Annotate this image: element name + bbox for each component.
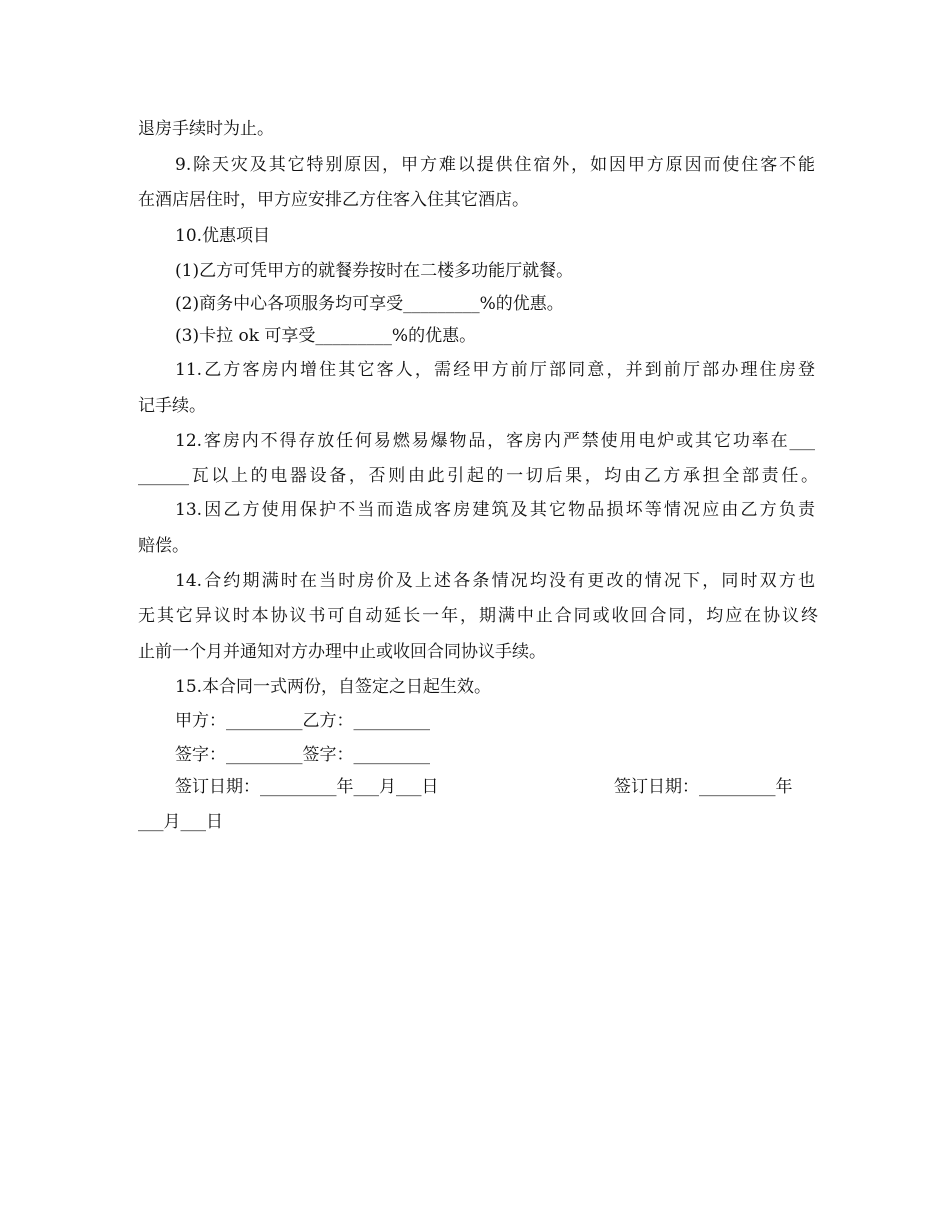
paragraph-line: 在酒店居住时，甲方应安排乙方住客入住其它酒店。 — [138, 190, 529, 210]
paragraph-line: 退房手续时为止。 — [138, 119, 274, 139]
paragraph-line: 11.乙方客房内增住其它客人，需经甲方前厅部同意，并到前厅部办理住房登 — [175, 360, 815, 380]
paragraph-line: 12.客房内不得存放任何易燃易爆物品，客房内严禁使用电炉或其它功率在___ — [175, 431, 815, 451]
paragraph-line: 无其它异议时本协议书可自动延长一年，期满中止合同或收回合同，均应在协议终 — [138, 606, 818, 626]
list-item: (2)商务中心各项服务均可享受_________%的优惠。 — [175, 294, 564, 314]
list-item: (3)卡拉 ok 可享受_________%的优惠。 — [175, 326, 477, 346]
section-heading: 10.优惠项目 — [175, 226, 271, 246]
sign-date-left: 签订日期：_________年___月___日 — [175, 777, 439, 797]
paragraph-line: 赔偿。 — [138, 536, 189, 556]
paragraph-line: 14.合约期满时在当时房价及上述各条情况均没有更改的情况下，同时双方也 — [175, 571, 815, 591]
paragraph-line: 15.本合同一式两份，自签定之日起生效。 — [175, 677, 492, 697]
sign-date-continuation: ___月___日 — [138, 812, 223, 832]
paragraph-line: 13.因乙方使用保护不当而造成客房建筑及其它物品损坏等情况应由乙方负责 — [175, 500, 815, 520]
signature-line: 签字：_________签字：_________ — [175, 745, 430, 765]
paragraph-line: ______瓦以上的电器设备，否则由此引起的一切后果，均由乙方承担全部责任。 — [138, 466, 818, 486]
sign-date-right: 签订日期：_________年 — [614, 777, 793, 797]
list-item: (1)乙方可凭甲方的就餐券按时在二楼多功能厅就餐。 — [175, 261, 574, 281]
paragraph-line: 记手续。 — [138, 396, 206, 416]
paragraph-line: 9.除天灾及其它特别原因，甲方难以提供住宿外，如因甲方原因而使住客不能 — [175, 155, 815, 175]
paragraph-line: 止前一个月并通知对方办理中止或收回合同协议手续。 — [138, 642, 546, 662]
party-signature-line: 甲方：_________乙方：_________ — [175, 711, 430, 731]
